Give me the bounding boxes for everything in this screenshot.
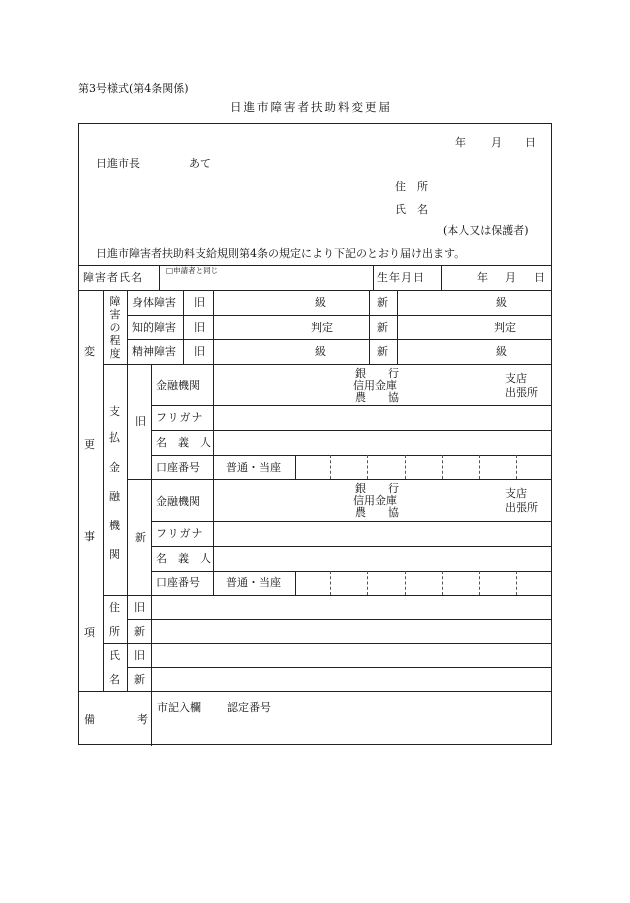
degree-old-mental: 旧 [194,345,205,358]
old-noukyou-label: 農 協 [355,391,399,404]
old-account-label: 口座番号 [156,461,200,474]
same-as-applicant-checkbox[interactable]: □申請者と同じ [166,266,219,275]
degree-old-intellectual: 旧 [194,321,205,334]
side-label-kou2: 項 [84,626,95,639]
applicant-note: (本人又は保護者) [443,224,529,237]
old-holder-label: 名 義 人 [156,436,211,449]
address-old-label: 旧 [134,601,145,614]
remarks-label-1: 備 [84,713,95,726]
bank-group-label-6: 関 [109,548,120,561]
bank-new-label: 新 [135,531,146,544]
addressee: 日進市長 [96,157,140,170]
new-furigana-label: フリガナ [156,527,204,540]
date-year: 年 [455,136,466,149]
old-bank-label: 銀 行 [355,367,399,380]
degree-old-unit-physical: 級 [315,296,326,309]
cert-number-label: 認定番号 [227,701,271,714]
bank-group-label-3: 金 [109,461,120,474]
name-old-label: 旧 [134,649,145,662]
old-shinkin-label: 信用金庫 [353,379,397,392]
form-title: 日進市障害者扶助料変更届 [230,100,392,114]
person-name-label: 障害者氏名 [83,271,143,284]
old-institution-label: 金融機関 [156,379,200,392]
address-new-label: 新 [134,625,145,638]
side-label-hen: 変 [84,345,95,358]
new-holder-label: 名 義 人 [156,552,211,565]
city-use-label: 市記入欄 [157,701,201,714]
new-noukyou-label: 農 協 [355,506,399,519]
degree-old-unit-intellectual: 判定 [311,321,333,334]
bank-group-label-4: 融 [109,490,120,503]
degree-new-physical: 新 [377,296,388,309]
date-day: 日 [525,136,536,149]
new-bank-label: 銀 行 [355,482,399,495]
old-account-type: 普通・当座 [226,461,281,474]
new-institution-label: 金融機関 [156,495,200,508]
remarks-label-2: 考 [137,713,148,726]
address-change-label-1: 住 [109,601,120,614]
new-branch-label: 支店 [505,487,527,500]
old-furigana-label: フリガナ [156,411,204,424]
degree-old-unit-mental: 級 [315,345,326,358]
degree-type-mental: 精神障害 [132,345,176,358]
name-new-label: 新 [134,673,145,686]
birth-month: 月 [505,271,516,284]
new-sub-branch-label: 出張所 [505,501,538,514]
statement: 日進市障害者扶助料支給規則第4条の規定により下記のとおり届け出ます。 [96,247,466,260]
old-sub-branch-label: 出張所 [505,386,538,399]
address-label: 住 所 [395,180,428,193]
degree-new-unit-intellectual: 判定 [494,321,516,334]
bank-group-label-5: 機 [109,519,120,532]
new-account-label: 口座番号 [156,576,200,589]
degree-type-physical: 身体障害 [132,296,176,309]
form-number: 第3号様式(第4条関係) [78,82,189,95]
birth-year: 年 [477,271,488,284]
name-change-label-1: 氏 [109,649,120,662]
bank-group-label-1: 支 [109,405,120,418]
degree-type-intellectual: 知的障害 [132,321,176,334]
new-account-type: 普通・当座 [226,576,281,589]
degree-old-physical: 旧 [194,296,205,309]
old-branch-label: 支店 [505,372,527,385]
degree-new-unit-physical: 級 [496,296,507,309]
birth-day: 日 [534,271,545,284]
degree-new-mental: 新 [377,345,388,358]
addressee-ate: あて [189,157,211,170]
name-change-label-2: 名 [109,673,120,686]
new-shinkin-label: 信用金庫 [353,494,397,507]
date-month: 月 [491,136,502,149]
address-change-label-2: 所 [109,625,120,638]
birth-date-label: 生年月日 [377,271,425,284]
degree-new-unit-mental: 級 [496,345,507,358]
side-label-ji: 事 [84,530,95,543]
side-label-kou: 更 [84,438,95,451]
bank-group-label-2: 払 [109,431,120,444]
degree-group-label: 障 害 の 程 度 [109,295,121,360]
bank-old-label: 旧 [135,415,146,428]
name-label: 氏 名 [395,203,428,216]
degree-new-intellectual: 新 [377,321,388,334]
form-table [78,123,552,745]
